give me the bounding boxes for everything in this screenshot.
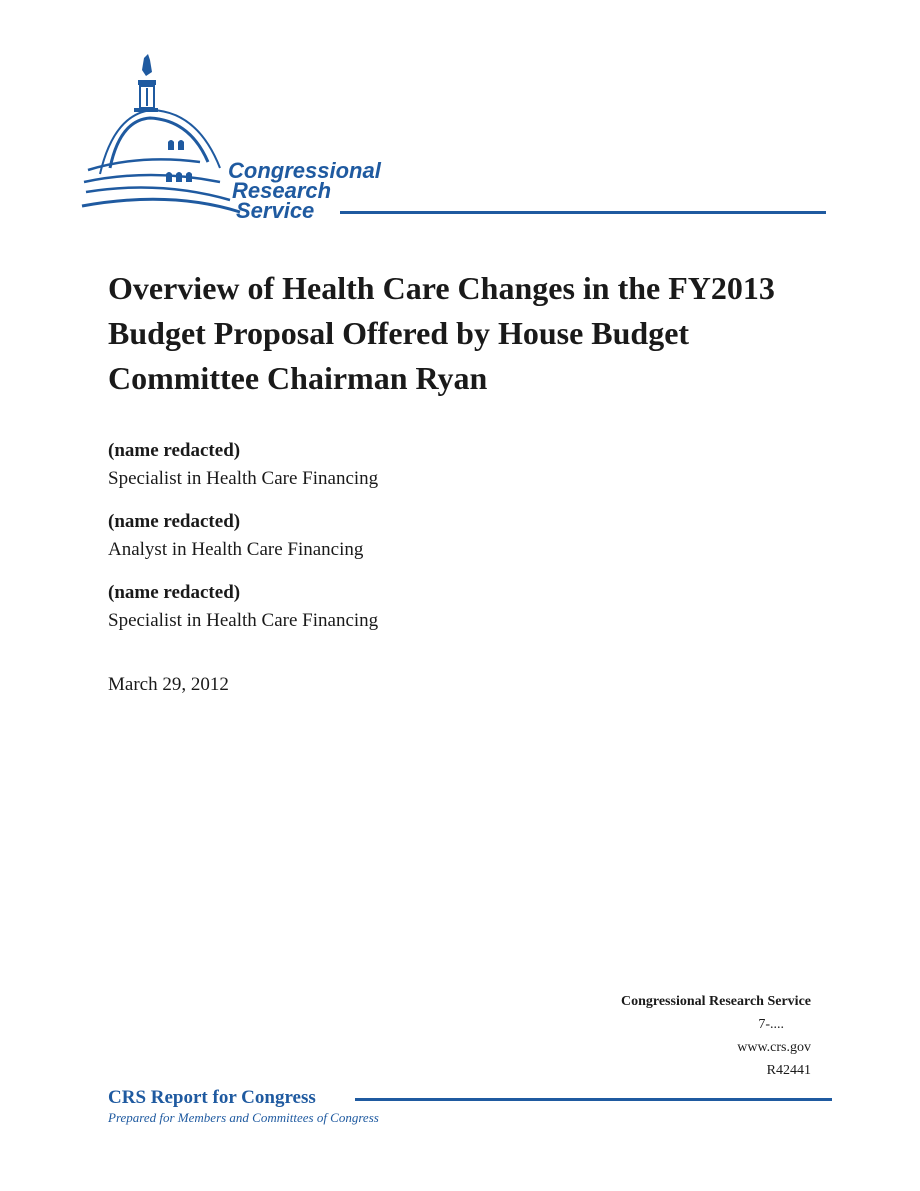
report-title: Overview of Health Care Changes in the FY2013 Budget Proposal Offered by House Budget Committee Chairman Ryan <box>108 270 775 396</box>
report-date: March 29, 2012 <box>108 674 229 695</box>
crs-number: 7-.... <box>758 1017 784 1032</box>
author-list <box>108 437 608 650</box>
author-name: (name redacted) <box>108 440 241 461</box>
author-entry <box>108 508 608 564</box>
author-name: (name redacted) <box>108 511 241 532</box>
footer-subtitle: Prepared for Members and Committees of Congress <box>108 1110 379 1125</box>
logo-line2: Research <box>232 178 332 203</box>
crs-info-block <box>621 990 811 1082</box>
crs-website-link[interactable]: www.crs.gov <box>737 1040 811 1055</box>
logo-line3: Service <box>236 198 315 223</box>
author-role: Specialist in Health Care Financing <box>108 610 379 631</box>
logo-line1: Congressional <box>228 158 381 183</box>
capitol-dome-icon <box>82 54 240 212</box>
author-entry <box>108 437 608 493</box>
author-role: Analyst in Health Care Financing <box>108 539 364 560</box>
report-id: R42441 <box>766 1063 811 1078</box>
footer-rule <box>355 1098 832 1101</box>
crs-logo <box>80 50 420 225</box>
author-name: (name redacted) <box>108 582 241 603</box>
author-role: Specialist in Health Care Financing <box>108 468 379 489</box>
logo-rule <box>340 211 826 214</box>
crs-name: Congressional Research Service <box>620 994 811 1009</box>
author-entry <box>108 579 608 635</box>
footer-title: CRS Report for Congress <box>108 1087 316 1108</box>
